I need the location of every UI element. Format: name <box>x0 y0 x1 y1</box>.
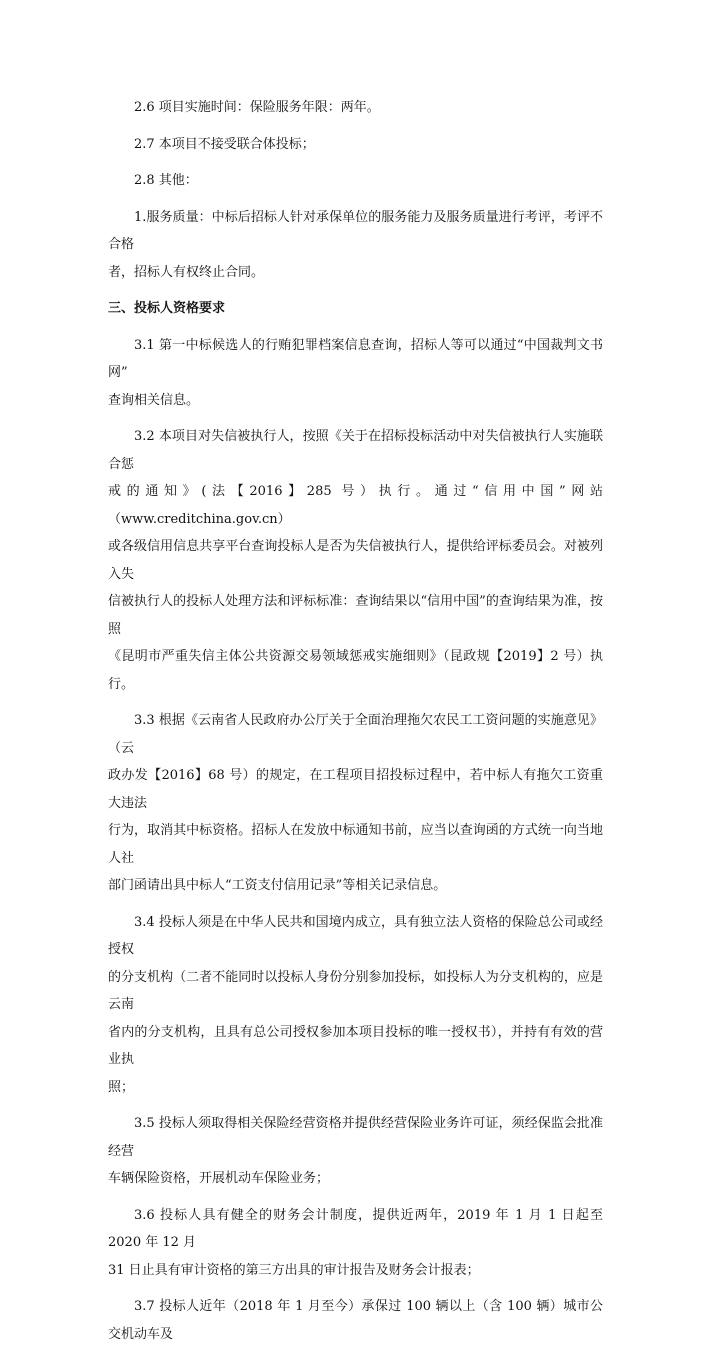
clause-3-6 <box>108 1202 603 1285</box>
text-line: 车辆保险资格，开展机动车保险业务； <box>108 1171 330 1186</box>
clause-3-1 <box>108 332 603 415</box>
text-line: 3.4 投标人须是在中华人民共和国境内成立，具有独立法人资格的保险总公司或经授权 <box>108 914 603 957</box>
document-body <box>108 94 603 1348</box>
clause-3-3 <box>108 707 603 900</box>
heading-text: 三、投标人资格要求 <box>108 301 226 316</box>
text-line: 3.6 投标人具有健全的财务会计制度，提供近两年，2019 年 1 月 1 日起至 2020 年 12 月 <box>108 1207 603 1250</box>
section-heading <box>108 295 603 323</box>
text-line: 省内的分支机构，且具有总公司授权参加本项目投标的唯一授权书），并持有有效的营业执 <box>108 1024 603 1067</box>
text-line: 信被执行人的投标人处理方法和评标标准：查询结果以“信用中国”的查询结果为准，按照 <box>108 594 603 637</box>
text-line: 政办发【2016】68 号）的规定，在工程项目招投标过程中，若中标人有拖欠工资重大违法 <box>108 768 603 811</box>
clause-3-2 <box>108 423 603 698</box>
text-line: 3.5 投标人须取得相关保险经营资格并提供经营保险业务许可证，须经保监会批准经营 <box>108 1116 603 1159</box>
text-line: 1.服务质量：中标后招标人针对承保单位的服务能力及服务质量进行考评，考评不合格 <box>108 209 603 252</box>
text-line: 3.7 投标人近年（2018 年 1 月至今）承保过 100 辆以上（含 100 辆）城市公交机动车及 <box>108 1299 603 1342</box>
text-line: 3.3 根据《云南省人民政府办公厅关于全面治理拖欠农民工工资问题的实施意见》（云 <box>108 713 603 756</box>
text-line: 查询相关信息。 <box>108 392 200 408</box>
text-line: 照； <box>108 1079 135 1095</box>
clause-3-5 <box>108 1110 603 1193</box>
text-line: 2.8 其他： <box>134 173 198 188</box>
text-line: 或各级信用信息共享平台查询投标人是否为失信被执行人，提供给评标委员会。对被列入失 <box>108 539 603 582</box>
text-line: 行为，取消其中标资格。招标人在发放中标通知书前，应当以查询函的方式统一向当地人社 <box>108 823 603 866</box>
clause-3-4 <box>108 909 603 1102</box>
text-line: 《昆明市严重失信主体公共资源交易领域惩戒实施细则》（昆政规【2019】2 号）执行。 <box>108 649 603 692</box>
text-line: 3.2 本项目对失信被执行人，按照《关于在招标投标活动中对失信被执行人实施联合惩 <box>108 429 603 472</box>
clause-3-7 <box>108 1293 603 1348</box>
text-line: 2.7 本项目不接受联合体投标； <box>134 136 315 152</box>
text-line: 戒的通知》(法【2016】285 号）执行。通过“信用中国”网站（www.creditchina.gov.cn） <box>108 484 603 527</box>
text-line: 部门函请出具中标人“工资支付信用记录”等相关记录信息。 <box>108 878 447 893</box>
text-line: 31 日止具有审计资格的第三方出具的审计报告及财务会计报表； <box>108 1262 480 1278</box>
text-line: 的分支机构（二者不能同时以投标人身份分别参加投标，如投标人为分支机构的，应是云南 <box>108 969 603 1012</box>
clause-2-6 <box>108 94 603 122</box>
text-line: 3.1 第一中标候选人的行贿犯罪档案信息查询，招标人等可以通过“中国裁判文书网” <box>108 337 603 380</box>
text-line: 者，招标人有权终止合同。 <box>108 264 265 280</box>
text-line: 2.6 项目实施时间：保险服务年限：两年。 <box>134 100 380 115</box>
clause-2-8 <box>108 167 603 195</box>
item-service-quality <box>108 204 603 287</box>
clause-2-7 <box>108 131 603 159</box>
